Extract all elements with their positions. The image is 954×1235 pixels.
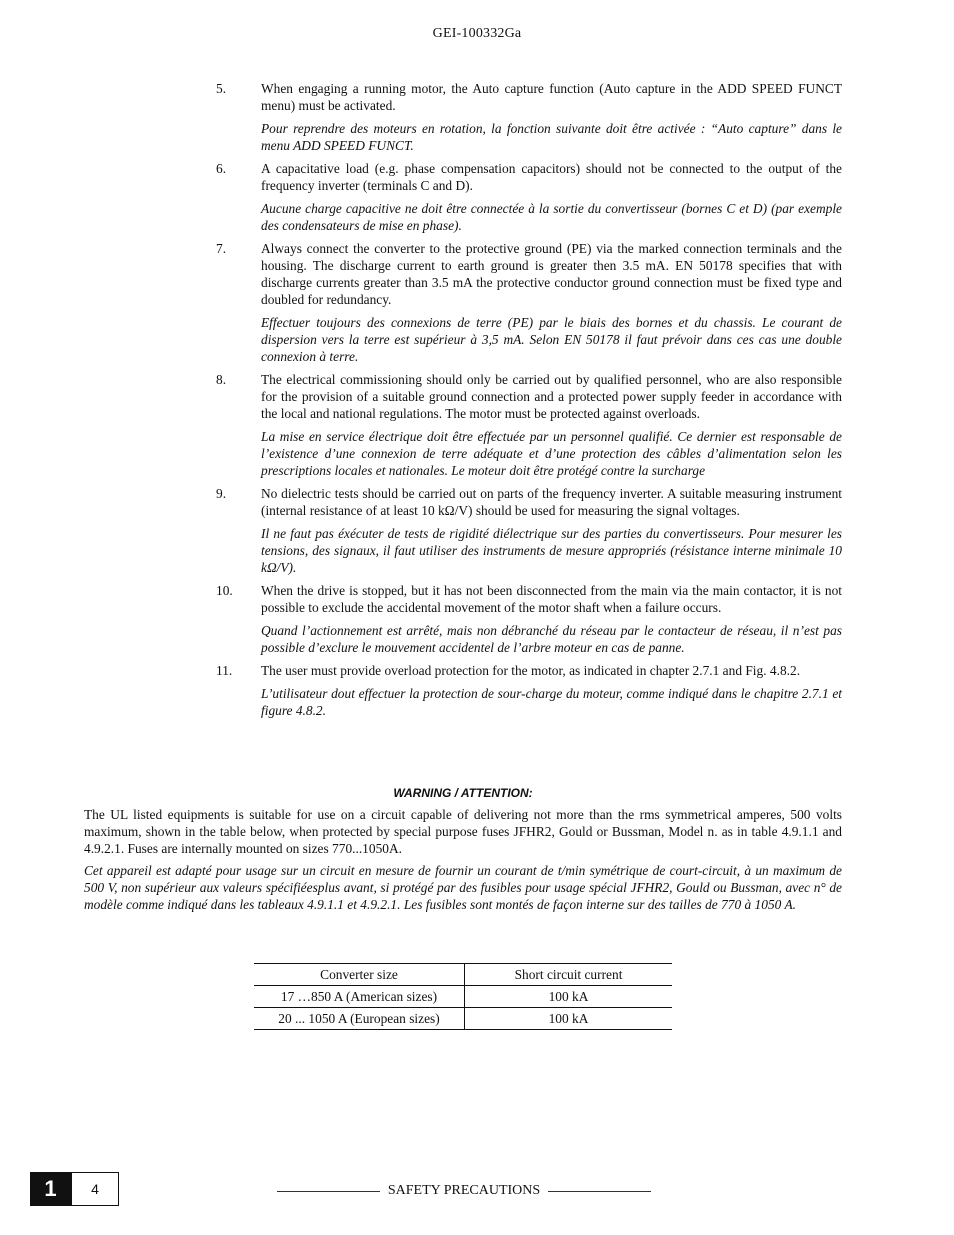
item-number: 6. bbox=[216, 161, 227, 176]
list-item bbox=[216, 240, 842, 371]
safety-item-list bbox=[216, 80, 842, 725]
table-header-row bbox=[254, 964, 672, 986]
item-number: 8. bbox=[216, 372, 227, 387]
warning-text-fr: Cet appareil est adapté pour usage sur un circuit en mesure de fournir un courant de t/min symétrique de court-circuit, à un maximum de 500 V, non supérieur aux valeurs spécifiéesplus avant, si protégé par des fusibles pour usage spécial JFHR2, Gould ou Bussman, avec n° de modèle comme indiqué dans les tableaux 4.9.1.1 et 4.9.2.1. Les fusibles sont montés de façon interne sur des tailles de 770 à 1050 A. bbox=[84, 863, 842, 912]
column-header: Converter size bbox=[254, 964, 465, 986]
item-text-fr: La mise en service électrique doit être effectuée par un personnel qualifié. Ce dernier est responsable de l’existence d’une connexion de terre adéquate et d’une protection des câbles d’alimentation selon les prescriptions locales et nationales. Le moteur doit être protégé contre la surcharge bbox=[261, 429, 842, 478]
list-item bbox=[216, 80, 842, 160]
list-item bbox=[216, 582, 842, 662]
list-item bbox=[216, 485, 842, 582]
document-code: GEI-100332Ga bbox=[432, 26, 522, 41]
item-text-fr: Il ne faut pas éxécuter de tests de rigidité diélectrique sur des parties du convertisseurs. Pour mesurer les tensions, des signaux, il faut utiliser des instruments de mesure appropriés (résistance interne minimale 10 kΩ/V). bbox=[261, 526, 842, 575]
list-item bbox=[216, 662, 842, 725]
page-number: 4 bbox=[71, 1172, 119, 1206]
item-text-en: Always connect the converter to the protective ground (PE) via the marked connection terminals and the housing. The discharge current to earth ground is greater then 3.5 mA. EN 50178 specifies that with discharge currents greater than 3.5 mA the protective conductor ground connection must be fixed type and doubled for redundancy. bbox=[261, 241, 842, 307]
item-text-fr: Pour reprendre des moteurs en rotation, la fonction suivante doit être activée : “Auto capture” dans le menu ADD SPEED FUNCT. bbox=[261, 121, 842, 153]
item-number: 11. bbox=[216, 663, 233, 678]
item-text-en: No dielectric tests should be carried out on parts of the frequency inverter. A suitable measuring instrument (internal resistance of at least 10 kΩ/V) should be used for measuring the signal voltages. bbox=[261, 486, 842, 518]
warning-text-en: The UL listed equipments is suitable for use on a circuit capable of delivering not more than the rms symmetrical amperes, 500 volts maximum, shown in the table below, when protected by special purpose fuses JFHR2, Gould or Bussman, Model n. as in table 4.9.1.1 and 4.9.2.1. Fuses are internally mounted on sizes 770...1050A. bbox=[84, 807, 842, 856]
table-row bbox=[254, 1008, 672, 1030]
footer-rule-right bbox=[548, 1191, 651, 1192]
item-text-fr: Quand l’actionnement est arrêté, mais non débranché du réseau par le contacteur de réseau, il n’est pas possible d’exclure le mouvement accidentel de l’arbre moteur en cas de panne. bbox=[261, 623, 842, 655]
warning-block bbox=[84, 806, 842, 918]
list-item bbox=[216, 371, 842, 485]
table-cell: 17 …850 A (American sizes) bbox=[254, 986, 465, 1008]
item-text-en: A capacitative load (e.g. phase compensation capacitors) should not be connected to the output of the frequency inverter (terminals C and D). bbox=[261, 161, 842, 193]
item-text-en: The user must provide overload protection for the motor, as indicated in chapter 2.7.1 and Fig. 4.8.2. bbox=[261, 663, 801, 678]
chapter-number: 1 bbox=[30, 1172, 71, 1206]
warning-heading: WARNING / ATTENTION: bbox=[393, 786, 533, 800]
item-text-fr: Aucune charge capacitive ne doit être connectée à la sortie du convertisseur (bornes C et D) (par exemple des condensateurs de mise en phase). bbox=[261, 201, 842, 233]
item-text-fr: Effectuer toujours des connexions de terre (PE) par le biais des bornes et du chassis. Le courant de dispersion vers la terre est supérieur à 3,5 mA. Selon EN 50178 il faut prévoir dans ces cas une double connexion à terre. bbox=[261, 315, 842, 364]
footer-section-title: SAFETY PRECAUTIONS bbox=[387, 1183, 541, 1198]
footer bbox=[277, 1183, 651, 1199]
item-text-en: The electrical commissioning should only be carried out by qualified personnel, who are also responsible for the provision of a suitable ground connection and a protected power supply feeder in accordance with the local and national regulations. The motor must be protected against overloads. bbox=[261, 372, 842, 421]
item-text-fr: L’utilisateur dout effectuer la protection de sour-charge du moteur, comme indiqué dans le chapitre 2.7.1 et figure 4.8.2. bbox=[261, 686, 842, 718]
short-circuit-table bbox=[254, 963, 672, 1030]
table-row bbox=[254, 986, 672, 1008]
table-cell: 100 kA bbox=[465, 1008, 673, 1030]
footer-rule-left bbox=[277, 1191, 380, 1192]
item-number: 9. bbox=[216, 486, 227, 501]
item-number: 7. bbox=[216, 241, 227, 256]
table-cell: 100 kA bbox=[465, 986, 673, 1008]
table-cell: 20 ... 1050 A (European sizes) bbox=[254, 1008, 465, 1030]
column-header: Short circuit current bbox=[465, 964, 673, 986]
item-number: 10. bbox=[216, 583, 233, 598]
item-text-en: When the drive is stopped, but it has not been disconnected from the main via the main contactor, it is not possible to exclude the accidental movement of the motor shaft when a failure occurs. bbox=[261, 583, 842, 615]
list-item bbox=[216, 160, 842, 240]
item-text-en: When engaging a running motor, the Auto capture function (Auto capture in the ADD SPEED FUNCT menu) must be activated. bbox=[261, 81, 842, 113]
item-number: 5. bbox=[216, 81, 227, 96]
